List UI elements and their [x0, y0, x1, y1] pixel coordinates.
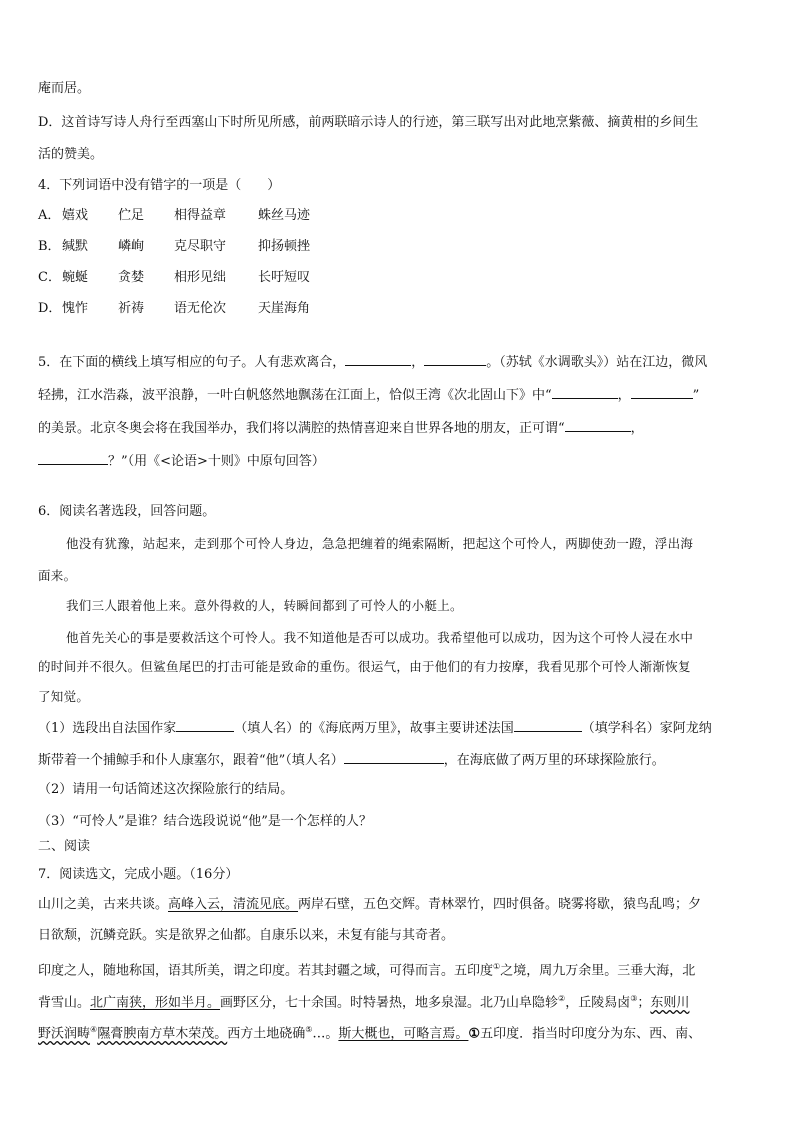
text: ， [411, 355, 425, 370]
excerpt-line: 他首先关心的事是要救活这个可怜人。我不知道他是否可以成功。我希望他可以成功，因为这个可怜人浸在水中 [66, 630, 694, 645]
text: 5．在下面的横线上填写相应的句子。人有悲欢离合， [38, 355, 346, 370]
excerpt-line: 他没有犹豫，站起来，走到那个可怜人身边，急急把缠着的绳索隔断，把起这个可怜人，两脚使劲一蹬，浮出海 [66, 536, 694, 551]
text: 斯带着一个捕鲸手和仆人康塞尔，跟着“他”（填人名） [38, 753, 344, 768]
text: 五印度．指当时印度分为东、西、南、 [480, 1026, 702, 1042]
option-label: B． [38, 239, 61, 254]
text: ， [630, 421, 644, 436]
underlined-text: 斯大概也，可略言焉。 [338, 1026, 469, 1042]
text-line: 庵而居。 [38, 81, 91, 96]
wavy-underlined-text: 野沃润畴 [38, 1026, 91, 1042]
option-word: 祈祷 [118, 301, 145, 316]
fill-blank[interactable] [565, 418, 631, 432]
fill-blank[interactable] [514, 718, 582, 732]
option-word: 克尽职守 [174, 239, 227, 254]
sub-question-1-cont [38, 750, 665, 770]
sub-question-3: （3）“可怜人”是谁？结合选段说说“他”是一个怎样的人？ [38, 814, 372, 829]
option-word: 嬉戏 [62, 208, 89, 223]
passage-line [38, 1021, 701, 1043]
option-label: A． [38, 208, 61, 223]
text: （1）选段出自法国作家 [38, 721, 177, 736]
option-word: 嶙峋 [118, 239, 145, 254]
text: 两岸石壁，五色交辉。青林翠竹，四时俱备。晓雾将歇，猿鸟乱鸣；夕 [298, 897, 702, 912]
text: 之境，周九万余里。三垂大海，北 [500, 963, 696, 979]
text: 的美景。北京冬奥会将在我国举办，我们将以满腔的热情喜迎来自世界各地的朋友，正可谓“ [38, 421, 565, 436]
text-line: 活的赞美。 [38, 147, 104, 162]
underlined-text: 北广南狭，形如半月。 [90, 995, 221, 1011]
text: ？”（用《<论语>十则》中原句回答） [108, 454, 325, 469]
text: ， [617, 388, 631, 403]
option-word: 伫足 [118, 208, 145, 223]
excerpt-line: 面来。 [38, 568, 77, 583]
fill-blank[interactable] [176, 718, 234, 732]
text: ” [692, 388, 700, 403]
option-label: D． [38, 301, 62, 316]
underlined-text: 高峰入云，清流见底。 [168, 897, 299, 912]
option-word: 语无伦次 [174, 301, 227, 316]
sub-question-1 [38, 718, 712, 738]
option-word: 缄默 [62, 239, 89, 254]
option-word: 愧怍 [62, 301, 89, 316]
question-7-stem: 7．阅读选文，完成小题。（16分） [38, 867, 239, 882]
text: 画野区分，七十余国。时特暑热，地多泉湿。北乃山阜隐轸 [220, 995, 559, 1011]
fill-blank[interactable] [631, 385, 693, 399]
option-word: 相得益章 [174, 208, 227, 223]
fill-blank[interactable] [344, 750, 444, 764]
footnote-mark: ④ [90, 1025, 98, 1034]
option-word: 贪婪 [118, 270, 145, 285]
text: ； [637, 995, 651, 1011]
text: 背雪山。 [38, 995, 91, 1011]
wavy-underlined-text: 东则川 [650, 995, 690, 1011]
excerpt-line: 的时间并不很久。但鲨鱼尾巴的打击可能是致命的重伤。很运气，由于他们的有力按摩，我看见那个可怜人渐渐恢复 [38, 659, 691, 674]
text: 山川之美，古来共谈。 [38, 897, 169, 912]
text: ，在海底做了两万里的环球探险旅行。 [443, 753, 665, 768]
section-heading: 二、阅读 [38, 839, 91, 854]
text: 西方土地硗确 [227, 1026, 306, 1042]
text: …。 [312, 1026, 339, 1042]
text: 印度之人，随地称国，语其所美，谓之印度。若其封疆之域，可得而言。五印度 [38, 963, 494, 979]
passage-line [38, 958, 695, 980]
fill-blank[interactable] [424, 352, 486, 366]
option-word: 蛛丝马迹 [258, 208, 311, 223]
fill-blank[interactable] [345, 352, 411, 366]
footnote-mark: ② [558, 994, 566, 1003]
text: 轻拂，江水浩淼，波平浪静，一叶白帆悠然地飘荡在江面上，恰似王湾《次北固山下》中“ [38, 388, 552, 403]
excerpt-line: 我们三人跟着他上来。意外得救的人，转瞬间都到了可怜人的小艇上。 [66, 598, 463, 613]
footnote-mark: ① [468, 1026, 481, 1042]
footnote-mark: ⑤ [305, 1025, 313, 1034]
question-5-line [38, 418, 644, 438]
option-word: 天崖海角 [258, 301, 311, 316]
fill-blank[interactable] [552, 385, 618, 399]
passage-line [38, 896, 701, 914]
text: （填人名）的《海底两万里》，故事主要讲述法国 [234, 721, 514, 736]
text: 。（苏轼《水调歌头》）站在江边，微风 [486, 355, 708, 370]
fill-blank[interactable] [38, 451, 108, 465]
wavy-underlined-text: 隰膏腴南方草木荣茂。 [97, 1026, 228, 1042]
option-word: 抑扬顿挫 [258, 239, 311, 254]
option-word: 蜿蜒 [62, 270, 89, 285]
option-word: 长吁短叹 [258, 270, 311, 285]
question-5-line [38, 451, 325, 471]
sub-question-2: （2）请用一句话简述这次探险旅行的结局。 [38, 782, 294, 797]
passage-line [38, 990, 689, 1012]
footnote-mark: ① [493, 962, 501, 971]
text: （填学科名）家阿龙纳 [581, 721, 712, 736]
excerpt-line: 了知觉。 [38, 689, 90, 704]
text-line: D．这首诗写诗人舟行至西塞山下时所见所感，前两联暗示诗人的行迹，第三联写出对此地烹紫薇、摘黄柑的乡间生 [38, 115, 699, 130]
question-5-line [38, 352, 707, 372]
text: ，丘陵舄卤 [565, 995, 631, 1011]
question-5-line [38, 385, 699, 405]
option-word: 相形见绌 [174, 270, 227, 285]
passage-line: 日欲颓，沉鳞竞跃。实是欲界之仙都。自康乐以来，未复有能与其奇者。 [38, 928, 455, 943]
footnote-mark: ③ [630, 994, 638, 1003]
option-label: C． [38, 270, 61, 285]
question-4-stem: 4．下列词语中没有错字的一项是（ ） [38, 178, 281, 193]
question-6-stem: 6．阅读名著选段，回答问题。 [38, 504, 216, 519]
